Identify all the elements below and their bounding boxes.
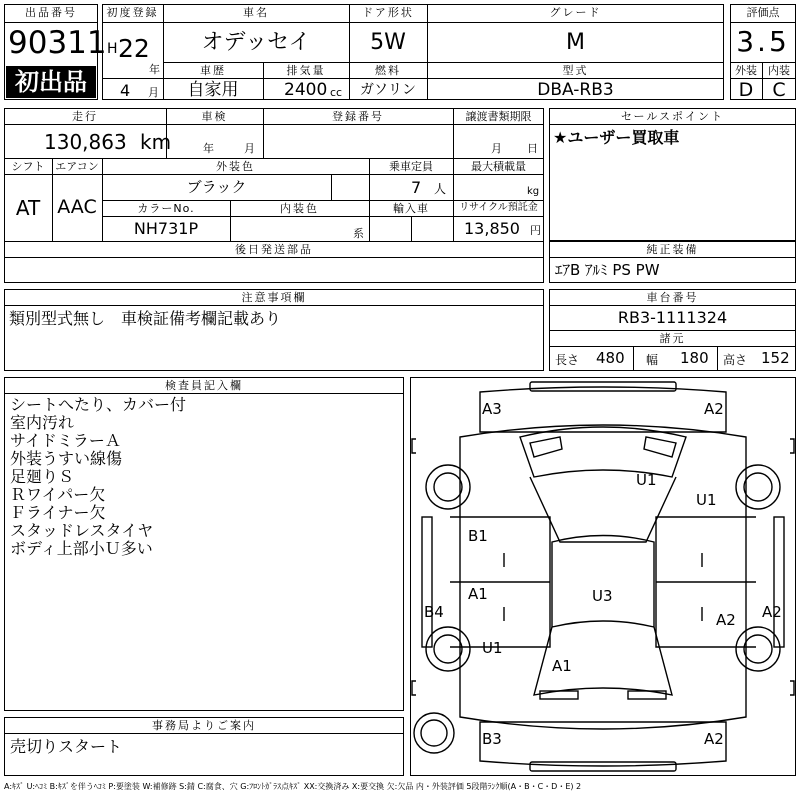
carname-label: 車名 bbox=[243, 6, 269, 19]
inspector-line: シートへたり、カバー付 bbox=[10, 395, 187, 414]
inspector-line: 室内汚れ bbox=[10, 413, 75, 432]
interior-grade: C bbox=[772, 79, 786, 101]
height-label: 高さ bbox=[723, 353, 748, 367]
year-unit: 年 bbox=[149, 63, 160, 76]
length-label: 長さ bbox=[555, 353, 580, 367]
interior-label: 内装 bbox=[768, 64, 790, 77]
mark-u1-roof: U1 bbox=[636, 471, 657, 489]
color: ブラック bbox=[186, 178, 247, 196]
history-label: 車歴 bbox=[200, 64, 226, 77]
colorno-label: カラーNo. bbox=[137, 202, 195, 215]
height-value: 152 bbox=[761, 349, 790, 367]
reg-label: 初度登録 bbox=[106, 6, 159, 19]
fuel-label: 燃料 bbox=[375, 64, 401, 77]
mark-a2-bottom: A2 bbox=[704, 730, 724, 748]
ac-label: エアコン bbox=[55, 160, 99, 173]
inspector-lines bbox=[10, 396, 186, 558]
dims-label: 諸元 bbox=[659, 332, 686, 345]
inspector-line: サイドミラーＡ bbox=[10, 431, 121, 450]
mark-u1-left: U1 bbox=[482, 639, 503, 657]
carname: オデッセイ bbox=[201, 30, 311, 55]
grade-label: グレード bbox=[549, 6, 602, 19]
recycle: 13,850 bbox=[464, 219, 520, 238]
lot-number: 90311 bbox=[8, 25, 107, 61]
km-unit: km bbox=[140, 130, 172, 154]
month-unit: 月 bbox=[148, 86, 159, 99]
regno-label: 登録番号 bbox=[332, 110, 384, 123]
inspector-line: 足廻りＳ bbox=[10, 467, 75, 486]
inspector-line: Ｒワイパー欠 bbox=[10, 485, 106, 504]
inspection-label: 車検 bbox=[201, 110, 228, 123]
chassis-number: RB3-1111324 bbox=[617, 308, 728, 327]
era: H bbox=[107, 41, 118, 57]
mark-b1: B1 bbox=[468, 527, 488, 545]
intcolor-unit: 系 bbox=[353, 227, 364, 240]
mark-u1-right: U1 bbox=[696, 491, 717, 509]
grade: M bbox=[566, 30, 585, 55]
fuel: ガソリン bbox=[360, 82, 416, 98]
mark-a3-front-left: A3 bbox=[482, 400, 502, 418]
load-unit: kg bbox=[527, 186, 540, 197]
width-label: 幅 bbox=[646, 353, 659, 367]
recycle-label: リサイクル預託金 bbox=[459, 202, 538, 213]
office-label: 事務局よりご案内 bbox=[152, 719, 256, 732]
notes-label: 注意事項欄 bbox=[241, 291, 307, 304]
shift: AT bbox=[15, 196, 41, 220]
score: 3.5 bbox=[736, 25, 790, 58]
chassis-label: 車台番号 bbox=[646, 291, 699, 304]
exterior-grade: D bbox=[738, 79, 754, 101]
shift-label: シフト bbox=[11, 160, 45, 173]
sales-point: ★ユーザー買取車 bbox=[553, 128, 680, 147]
cc-unit: cc bbox=[330, 86, 343, 99]
mileage-label: 走行 bbox=[72, 110, 98, 123]
model: DBA-RB3 bbox=[537, 80, 614, 100]
import-label: 輸入車 bbox=[393, 202, 429, 215]
transfer-day-unit: 日 bbox=[527, 142, 538, 155]
insp-month-unit: 月 bbox=[244, 142, 255, 155]
office-text: 売切りスタート bbox=[10, 737, 123, 756]
capacity-label: 乗車定員 bbox=[389, 160, 433, 173]
model-label: 型式 bbox=[562, 64, 589, 77]
transfer-month-unit: 月 bbox=[491, 142, 502, 155]
exterior-label: 外装 bbox=[735, 64, 757, 77]
reg-year: 22 bbox=[118, 34, 150, 63]
insp-year-unit: 年 bbox=[203, 142, 214, 155]
mark-u3: U3 bbox=[592, 587, 613, 605]
mark-b4: B4 bbox=[424, 603, 444, 621]
capacity: 7 bbox=[411, 178, 422, 197]
colorno: NH731P bbox=[133, 219, 199, 238]
equipment-items: ｴｱB ｱﾙﾐ PS PW bbox=[555, 261, 660, 279]
mark-a2-right: A2 bbox=[716, 611, 736, 629]
door-label: ドア形状 bbox=[362, 6, 414, 19]
legend: A:ｷｽﾞ U:ﾍｺﾐ B:ｷｽﾞを伴うﾍｺﾐ P:要塗装 W:補修跡 S:錆 C:腐食、穴 G:ﾌﾛﾝﾄｶﾞﾗｽ点ｷｽﾞ XX:交換済み X:要交換 欠:欠品 内・外装評価 5段階ﾗﾝｸ順(A・B・C・D・E) 2 bbox=[4, 782, 582, 791]
load-label: 最大積載量 bbox=[471, 160, 526, 173]
displacement: 2400 bbox=[284, 80, 328, 100]
first-listing-badge: 初出品 bbox=[6, 66, 96, 98]
mileage: 130,863 bbox=[44, 130, 127, 154]
mark-a1-left: A1 bbox=[468, 585, 488, 603]
notes-text: 類別型式無し 車検証備考欄記載あり bbox=[9, 309, 282, 328]
displacement-label: 排気量 bbox=[286, 64, 326, 77]
capacity-unit: 人 bbox=[434, 182, 447, 196]
mark-a2-front-right: A2 bbox=[704, 400, 724, 418]
mark-b3: B3 bbox=[482, 730, 502, 748]
inspector-label: 検査員記入欄 bbox=[165, 379, 243, 392]
lot-label: 出品番号 bbox=[25, 6, 77, 19]
intcolor-label: 内装色 bbox=[280, 202, 319, 215]
inspector-line: スタッドレスタイヤ bbox=[10, 521, 154, 540]
later-parts-label: 後日発送部品 bbox=[235, 243, 313, 256]
car-diagram bbox=[410, 377, 796, 776]
sales-point-label: セールスポイント bbox=[620, 110, 724, 123]
mark-a2-far-right: A2 bbox=[762, 603, 782, 621]
inspector-line: ボディ上部小Ｕ多い bbox=[10, 539, 153, 558]
color-label: 外装色 bbox=[216, 160, 255, 173]
equipment-label: 純正装備 bbox=[646, 243, 699, 256]
transfer-label: 譲渡書類期限 bbox=[465, 110, 532, 123]
door: 5W bbox=[370, 30, 406, 55]
ac: AAC bbox=[57, 196, 97, 218]
history: 自家用 bbox=[187, 80, 239, 100]
length-value: 480 bbox=[596, 349, 625, 367]
width-value: 180 bbox=[680, 349, 709, 367]
score-label: 評価点 bbox=[746, 6, 780, 19]
inspector-line: Ｆライナー欠 bbox=[10, 503, 106, 522]
inspector-line: 外装うすい線傷 bbox=[10, 449, 123, 468]
reg-month: 4 bbox=[120, 81, 131, 100]
mark-a1-bottom: A1 bbox=[552, 657, 572, 675]
yen-unit: 円 bbox=[530, 224, 541, 237]
